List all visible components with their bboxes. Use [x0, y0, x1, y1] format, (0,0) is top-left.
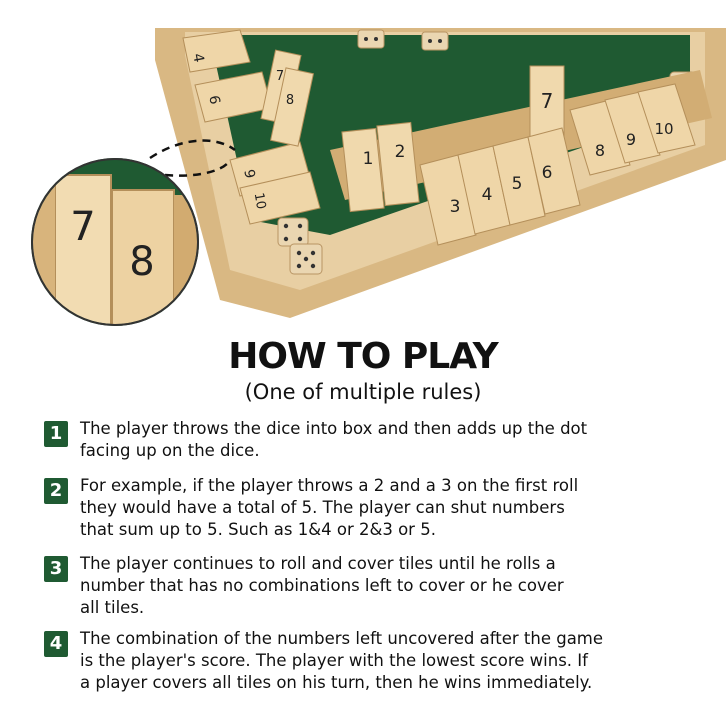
step-line: The combination of the numbers left uncovered after the game — [80, 629, 604, 648]
step-text — [80, 628, 700, 694]
tile-front-6-label: 6 — [541, 163, 553, 183]
tile-left-4-label: 4 — [189, 52, 207, 64]
step-line: The player throws the dice into box and then adds up the dot — [80, 419, 588, 438]
step-text — [80, 553, 700, 619]
zoom-tile-7-label: 7 — [70, 204, 96, 250]
step-number-badge: 4 — [44, 631, 68, 657]
tile-front-1-label: 1 — [362, 149, 374, 169]
step-line: number that has no combinations left to cover or he cover — [80, 576, 564, 595]
page-subtitle: (One of multiple rules) — [244, 380, 482, 404]
step-number-badge: 2 — [44, 478, 68, 504]
tile-left-9-label: 9 — [240, 168, 258, 180]
step-text — [80, 475, 700, 541]
zoom-tile-8-label: 8 — [129, 239, 155, 285]
step-number-badge: 3 — [44, 556, 68, 582]
tile-top-7-label: 7 — [540, 89, 554, 113]
step-line: is the player's score. The player with the lowest score wins. If — [80, 651, 588, 670]
tile-left-10-label: 10 — [250, 191, 269, 211]
step-number-badge: 1 — [44, 421, 68, 447]
step-line: For example, if the player throws a 2 and a 3 on the first roll — [80, 476, 579, 495]
step-line: they would have a total of 5. The player can shut numbers — [80, 498, 565, 517]
tile-top-9-label: 9 — [625, 130, 637, 149]
tile-front-3-label: 3 — [449, 197, 461, 217]
tile-left-upright-7-label: 7 — [275, 69, 285, 84]
page-title: HOW TO PLAY — [228, 336, 498, 377]
tile-left-upright-8-label: 8 — [285, 93, 295, 108]
step-line: all tiles. — [80, 598, 145, 617]
tile-front-5-label: 5 — [511, 174, 523, 194]
zoom-detail-circle — [30, 150, 214, 330]
tile-left-6-label: 6 — [205, 94, 223, 106]
tile-top-10-label: 10 — [654, 120, 674, 138]
tile-top-8-label: 8 — [594, 141, 606, 160]
step-line: a player covers all tiles on his turn, then he wins immediately. — [80, 673, 593, 692]
game-board-illustration — [0, 0, 726, 330]
step-text — [80, 418, 700, 462]
tile-front-4-label: 4 — [481, 185, 493, 205]
step-line: that sum up to 5. Such as 1&4 or 2&3 or 5. — [80, 520, 436, 539]
tile-front-2-label: 2 — [394, 142, 406, 162]
step-line: facing up on the dice. — [80, 441, 260, 460]
step-line: The player continues to roll and cover tiles until he rolls a — [80, 554, 556, 573]
